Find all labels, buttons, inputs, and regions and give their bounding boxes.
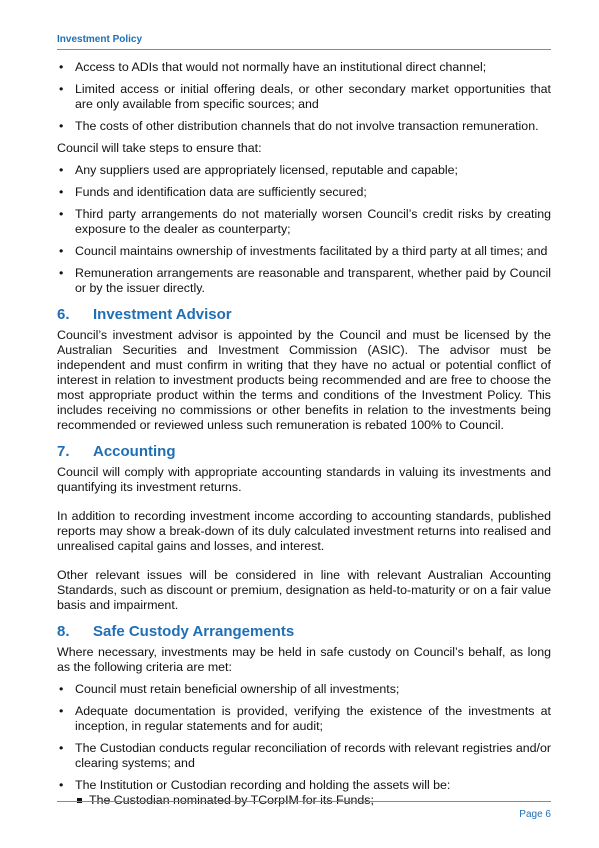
list-item: [57, 778, 551, 793]
section-title: Safe Custody Arrangements: [93, 623, 295, 640]
section-8-intro: Where necessary, investments may be held in safe custody on Council’s behalf, as long as the following criteria are met:: [57, 645, 551, 674]
list-item: • Any suppliers used are appropriately licensed, reputable and capable;: [57, 163, 551, 178]
page-number: Page 6: [519, 809, 551, 820]
page-content: [57, 60, 551, 808]
list-item: • Third party arrangements do not materially worsen Council’s credit risks by creating exposure to the dealer as counterparty;: [57, 207, 551, 237]
list-item-text: The Institution or Custodian recording and holding the assets will be:: [75, 778, 451, 792]
section-number: 8.: [57, 623, 70, 640]
list-item: • Access to ADIs that would not normally have an institutional direct channel;: [57, 60, 551, 75]
section-number: 7.: [57, 443, 70, 460]
section-6-body: Council’s investment advisor is appointed by the Council and must be licensed by the Australian Securities and Investment Commission (ASIC). The advisor must be independent and must confirm in writing that they have no actual or potential conflict of interest in relation to investment products being recommended and are free to choose the most appropriate product within the terms and conditions of the Investment Policy. This includes receiving no commissions or other benefits in relation to the investments being recommended or reviewed unless such remuneration is rebated 100% to Council.: [57, 328, 551, 432]
section-6-heading: [57, 305, 551, 324]
list-item: • Funds and identification data are sufficiently secured;: [57, 185, 551, 200]
list-item: • Council maintains ownership of investments facilitated by a third party at all times; and: [57, 244, 551, 259]
list-item: • Adequate documentation is provided, verifying the existence of the investments at inception, in regular statements and for audit;: [57, 704, 551, 734]
paragraph: Other relevant issues will be considered in line with relevant Australian Accounting Standards, such as discount or premium, designation as held-to-maturity or on a fair value basis and impairment.: [57, 568, 551, 612]
paragraph: Council will comply with appropriate accounting standards in valuing its investments and quantifying its investment returns.: [57, 465, 551, 494]
header-title: Investment Policy: [57, 34, 143, 45]
intro-bullet-list: [57, 60, 551, 134]
section-8-heading: [57, 622, 551, 641]
footer-divider: [57, 801, 551, 802]
section-title: Investment Advisor: [93, 306, 232, 323]
list-item: • Council must retain beneficial ownership of all investments;: [57, 682, 551, 697]
list-item: • Remuneration arrangements are reasonable and transparent, whether paid by Council or by the issuer directly.: [57, 266, 551, 296]
list-item: • The costs of other distribution channels that do not involve transaction remuneration.: [57, 119, 551, 134]
custody-criteria-list: [57, 682, 551, 793]
sub-list-item: The Custodian nominated by TCorpIM for its Funds;: [75, 793, 551, 808]
list-item: • Limited access or initial offering deals, or other secondary market opportunities that are only available from specific sources; and: [57, 82, 551, 112]
council-steps-list: [57, 163, 551, 296]
council-steps-intro: Council will take steps to ensure that:: [57, 141, 262, 155]
section-title: Accounting: [93, 443, 176, 460]
section-number: 6.: [57, 306, 70, 323]
paragraph: In addition to recording investment income according to accounting standards, published reports may show a break-down of its duly calculated investment returns into realised and unrealised capital gains and losses, and interest.: [57, 509, 551, 553]
list-item: • The Custodian conducts regular reconciliation of records with relevant registries and/or clearing systems; and: [57, 741, 551, 771]
section-7-heading: [57, 442, 551, 461]
header-divider: [57, 49, 551, 50]
